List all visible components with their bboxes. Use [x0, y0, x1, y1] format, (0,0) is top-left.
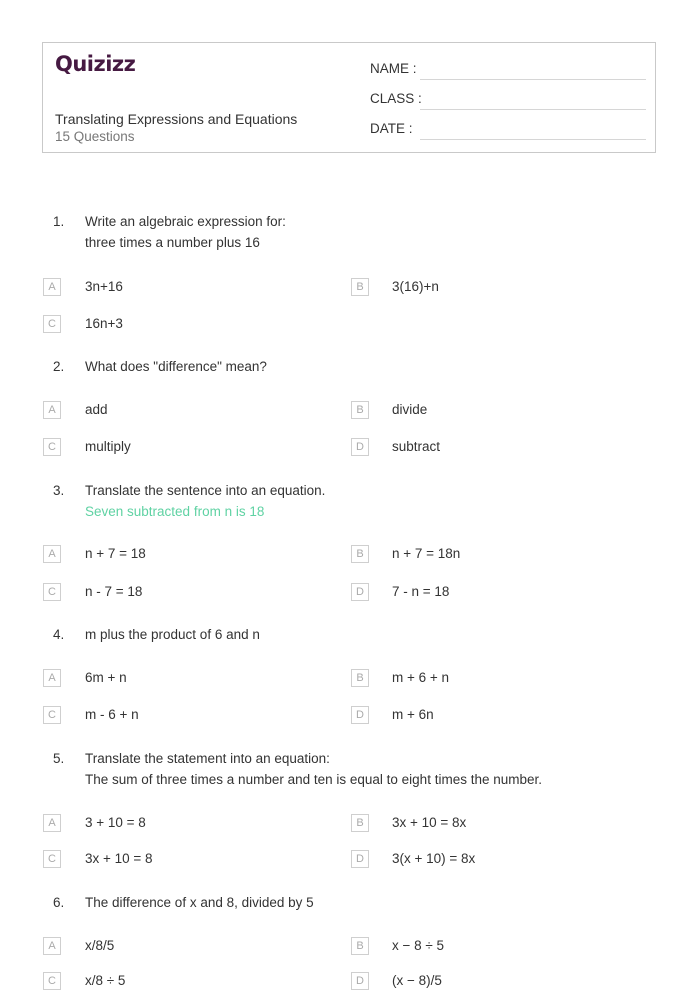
option-text: divide — [392, 402, 428, 417]
option-text: 3(x + 10) = 8x — [392, 851, 476, 866]
option-text: x − 8 ÷ 5 — [392, 938, 445, 953]
option-text: 3x + 10 = 8 — [85, 851, 153, 866]
question-text — [85, 356, 267, 377]
option-box[interactable]: C — [43, 438, 61, 456]
option-box[interactable]: B — [351, 278, 369, 296]
option-box[interactable]: B — [351, 401, 369, 419]
question-line: Translate the statement into an equation: — [85, 751, 330, 766]
question-line: Write an algebraic expression for: — [85, 214, 286, 229]
option-box[interactable]: D — [351, 706, 369, 724]
quizizz-logo: Quizizz — [55, 52, 136, 76]
option-text: m - 6 + n — [85, 707, 139, 722]
option-text: n + 7 = 18 — [85, 546, 146, 561]
worksheet-title: Translating Expressions and Equations — [55, 111, 298, 127]
option-box[interactable]: D — [351, 583, 369, 601]
question-line: m plus the product of 6 and n — [85, 627, 260, 642]
option-text: 3(16)+n — [392, 279, 439, 294]
option-box[interactable]: D — [351, 438, 369, 456]
date-line[interactable] — [420, 139, 646, 140]
option-text: 3 + 10 = 8 — [85, 815, 146, 830]
question-text — [85, 892, 314, 913]
class-line[interactable] — [420, 109, 646, 110]
option-text: x/8 ÷ 5 — [85, 973, 126, 988]
question-highlight-line: Seven subtracted from n is 18 — [85, 504, 265, 519]
option-text: 3n+16 — [85, 279, 123, 294]
name-label: NAME : — [370, 61, 417, 76]
option-text: 6m + n — [85, 670, 127, 685]
option-box[interactable]: B — [351, 814, 369, 832]
option-box[interactable]: C — [43, 706, 61, 724]
option-box[interactable]: C — [43, 972, 61, 990]
option-text: add — [85, 402, 108, 417]
question-count: 15 Questions — [55, 129, 135, 144]
question-number: 6. — [53, 895, 65, 910]
question-text — [85, 748, 542, 790]
option-box[interactable]: B — [351, 669, 369, 687]
option-text: x/8/5 — [85, 938, 115, 953]
question-number: 5. — [53, 751, 65, 766]
question-line: three times a number plus 16 — [85, 235, 260, 250]
option-box[interactable]: B — [351, 545, 369, 563]
option-box[interactable]: A — [43, 814, 61, 832]
question-text — [85, 624, 260, 645]
option-text: (x − 8)/5 — [392, 973, 442, 988]
question-text — [85, 211, 286, 253]
option-text: m + 6n — [392, 707, 434, 722]
option-box[interactable]: D — [351, 972, 369, 990]
option-box[interactable]: C — [43, 583, 61, 601]
question-number: 3. — [53, 483, 65, 498]
option-text: subtract — [392, 439, 441, 454]
question-line: Translate the sentence into an equation. — [85, 483, 326, 498]
question-number: 4. — [53, 627, 65, 642]
option-text: 3x + 10 = 8x — [392, 815, 467, 830]
worksheet-header — [42, 42, 656, 153]
question-line: What does "difference" mean? — [85, 359, 267, 374]
option-text: 16n+3 — [85, 316, 123, 331]
option-box[interactable]: D — [351, 850, 369, 868]
option-text: n - 7 = 18 — [85, 584, 143, 599]
option-box[interactable]: A — [43, 401, 61, 419]
question-line: The difference of x and 8, divided by 5 — [85, 895, 314, 910]
question-number: 2. — [53, 359, 65, 374]
option-box[interactable]: C — [43, 850, 61, 868]
question-number: 1. — [53, 214, 65, 229]
name-line[interactable] — [420, 79, 646, 80]
option-box[interactable]: A — [43, 669, 61, 687]
option-text: multiply — [85, 439, 131, 454]
question-text — [85, 480, 325, 522]
option-text: 7 - n = 18 — [392, 584, 450, 599]
date-label: DATE : — [370, 121, 413, 136]
option-text: n + 7 = 18n — [392, 546, 461, 561]
option-box[interactable]: C — [43, 315, 61, 333]
option-box[interactable]: A — [43, 545, 61, 563]
option-box[interactable]: A — [43, 937, 61, 955]
option-box[interactable]: A — [43, 278, 61, 296]
class-label: CLASS : — [370, 91, 422, 106]
question-line: The sum of three times a number and ten is equal to eight times the number. — [85, 772, 542, 787]
option-box[interactable]: B — [351, 937, 369, 955]
option-text: m + 6 + n — [392, 670, 450, 685]
